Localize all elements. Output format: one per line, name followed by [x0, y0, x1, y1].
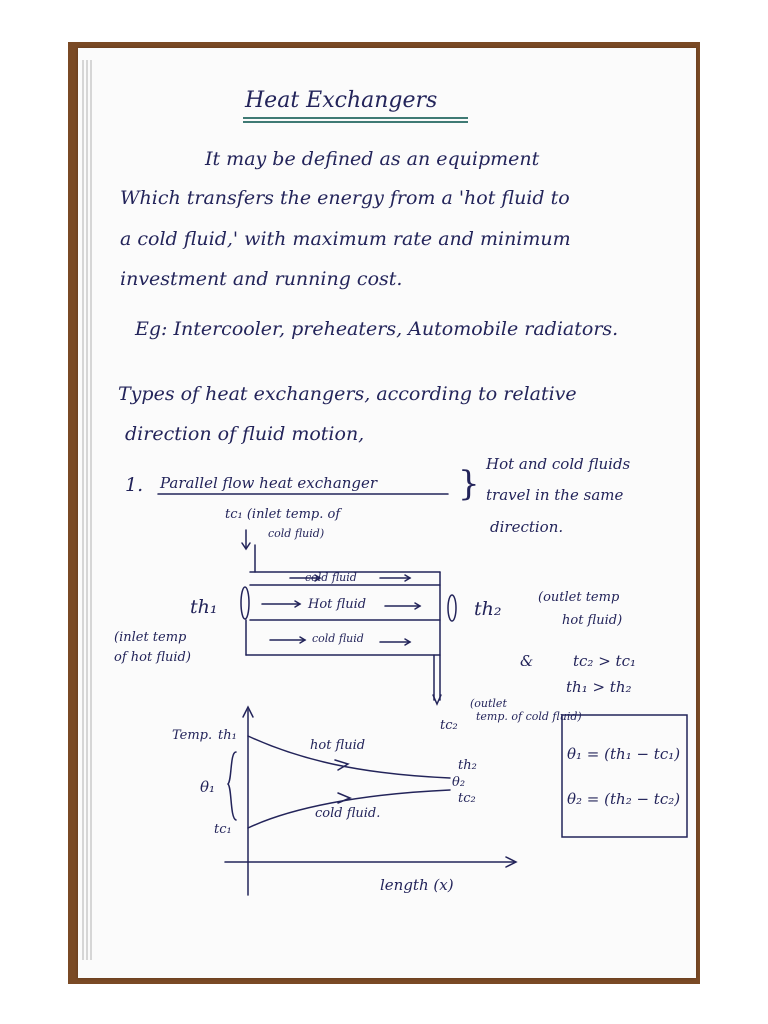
example-line: Eg: Intercooler, preheaters, Automobile radiators. — [135, 318, 619, 340]
graph-y-label: Temp. — [172, 728, 213, 743]
equation-theta1: θ₁ = (th₁ − tc₁) — [567, 745, 681, 763]
equations-box — [562, 715, 687, 837]
curly-brace: } — [458, 464, 480, 504]
item-note-2: travel in the same — [486, 486, 624, 504]
th1-note-2: of hot fluid) — [114, 650, 191, 665]
definition-line-4: investment and running cost. — [120, 268, 403, 290]
tc1-inlet-label-2: cold fluid) — [268, 527, 325, 540]
hot-fluid-label: Hot fluid — [308, 597, 367, 612]
graph-th2: th₂ — [458, 758, 477, 773]
definition-line-2: Which transfers the energy from a 'hot fluid to — [120, 187, 570, 209]
th2-note-1: (outlet temp — [538, 590, 620, 605]
graph-theta1: θ₁ — [200, 778, 216, 796]
hot-outlet-cap — [448, 595, 456, 621]
cold-curve-arrowhead — [338, 793, 350, 803]
item-heading: Parallel flow heat exchanger — [160, 474, 378, 492]
equation-theta2: θ₂ = (th₂ − tc₂) — [567, 790, 681, 808]
graph-cold-fluid-label: cold fluid. — [315, 806, 381, 821]
tc2-note-1: (outlet — [470, 697, 507, 710]
types-line-2: direction of fluid motion, — [125, 423, 365, 445]
tc2-outlet-label: tc₂ — [440, 718, 458, 733]
inequality-mark: & — [520, 652, 534, 670]
cold-fluid-top-label: cold fluid — [305, 571, 357, 584]
item-number: 1. — [125, 474, 144, 496]
types-line-1: Types of heat exchangers, according to relative — [118, 383, 577, 405]
th1-note-1: (inlet temp — [114, 630, 187, 645]
graph-th1: th₁ — [218, 728, 237, 743]
th2-label: th₂ — [474, 598, 502, 620]
outlet-arrowhead — [433, 695, 441, 704]
definition-line-3: a cold fluid,' with maximum rate and minimum — [120, 228, 571, 250]
hot-inlet-cap — [241, 587, 249, 619]
graph-tc2: tc₂ — [458, 791, 476, 806]
tc1-inlet-label: tc₁ (inlet temp. of — [225, 507, 341, 522]
item-note-1: Hot and cold fluids — [486, 455, 631, 473]
inequality-2: th₁ > th₂ — [566, 678, 632, 696]
definition-line-1: It may be defined as an equipment — [205, 148, 540, 170]
inequality-1: tc₂ > tc₁ — [573, 652, 636, 670]
cold-fluid-bottom-label: cold fluid — [312, 632, 364, 645]
theta1-brace — [228, 752, 236, 820]
th2-note-2: hot fluid) — [562, 613, 623, 628]
graph-hot-fluid-label: hot fluid — [310, 738, 366, 753]
tc2-note-2: temp. of cold fluid) — [476, 710, 582, 723]
th1-label: th₁ — [190, 596, 218, 618]
graph-theta2: θ₂ — [452, 775, 466, 790]
cold-fluid-curve — [248, 790, 450, 828]
graph-tc1: tc₁ — [214, 822, 232, 837]
item-note-3: direction. — [490, 518, 564, 536]
graph-x-label: length (x) — [380, 876, 454, 894]
page-title: Heat Exchangers — [245, 88, 438, 113]
hot-fluid-curve — [248, 736, 450, 778]
